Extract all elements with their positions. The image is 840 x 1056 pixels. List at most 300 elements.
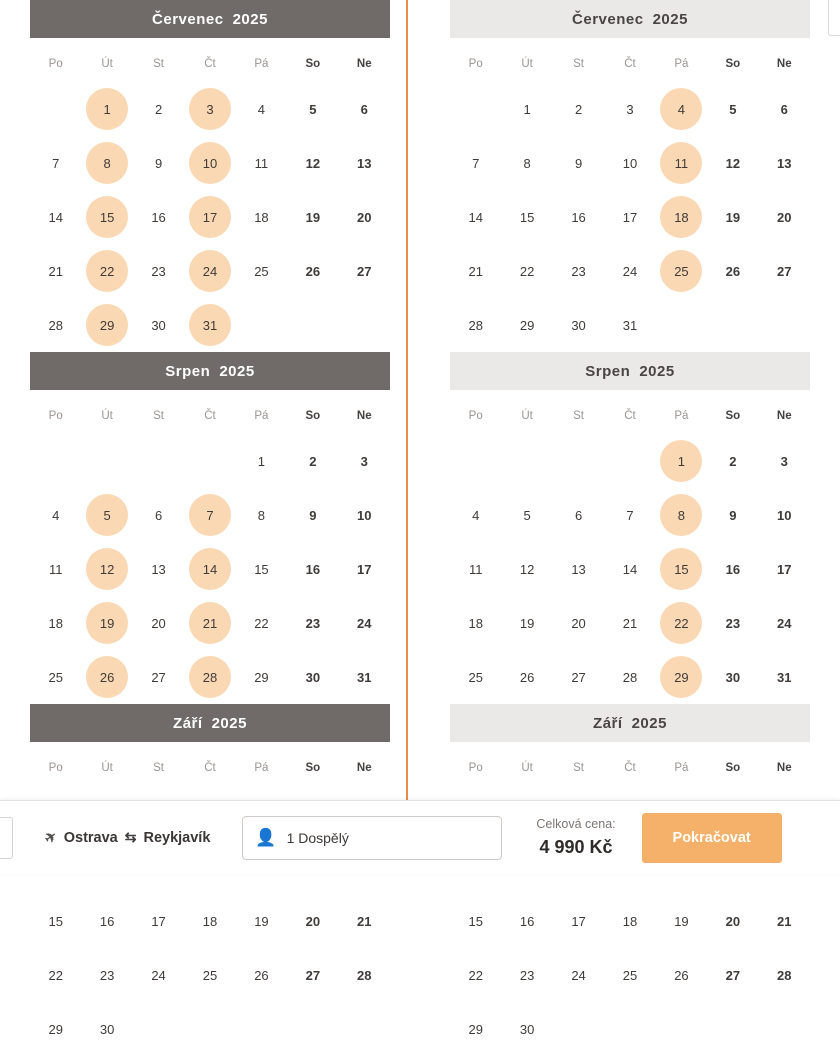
day-cell[interactable] — [236, 894, 287, 948]
day-cell-available[interactable] — [184, 136, 235, 190]
day-cell-available[interactable] — [184, 650, 235, 704]
day-cell-available[interactable] — [184, 596, 235, 650]
day-cell[interactable] — [604, 190, 655, 244]
day-cell[interactable] — [450, 244, 501, 298]
day-number: 24 — [151, 967, 166, 983]
day-number: 13 — [151, 561, 166, 577]
day-number: 10 — [777, 507, 792, 523]
day-number: 20 — [725, 913, 741, 929]
day-cell[interactable] — [339, 542, 390, 596]
day-cell[interactable] — [759, 82, 810, 136]
day-cell[interactable] — [133, 948, 184, 1002]
day-cell-empty — [656, 1002, 707, 1056]
day-number: 23 — [99, 967, 115, 983]
day-cell[interactable] — [287, 948, 338, 1002]
weekday-header-row — [30, 750, 390, 786]
day-number: 30 — [725, 669, 741, 685]
day-number: 7 — [626, 507, 634, 523]
month-name: Srpen — [585, 362, 631, 380]
day-cell[interactable] — [450, 894, 501, 948]
day-number: 11 — [468, 561, 483, 577]
day-cell[interactable] — [501, 488, 552, 542]
month-year: 2025 — [232, 10, 268, 28]
day-cell[interactable] — [501, 894, 552, 948]
day-number: 15 — [519, 209, 535, 225]
day-cell[interactable] — [553, 82, 604, 136]
month-name: Červenec — [572, 10, 644, 28]
day-cell[interactable] — [339, 596, 390, 650]
day-cell-available[interactable] — [81, 488, 132, 542]
day-number: 20 — [357, 209, 372, 225]
day-cell[interactable] — [339, 82, 390, 136]
day-cell-empty — [553, 1002, 604, 1056]
day-number: 18 — [622, 913, 638, 929]
day-cell[interactable] — [450, 542, 501, 596]
weekday-header-row — [450, 46, 810, 82]
day-number: 15 — [86, 196, 128, 238]
day-cell[interactable] — [604, 82, 655, 136]
day-cell[interactable] — [501, 190, 552, 244]
day-cell[interactable] — [236, 82, 287, 136]
weekday-label: Čt — [204, 410, 216, 422]
month-year: 2025 — [639, 362, 675, 380]
day-cell[interactable] — [553, 650, 604, 704]
day-cell[interactable] — [236, 434, 287, 488]
day-number: 30 — [519, 1021, 535, 1037]
total-price-label: Celková cena: — [536, 816, 616, 831]
day-cell[interactable] — [553, 596, 604, 650]
day-cell[interactable] — [501, 948, 552, 1002]
weekday-label: Út — [101, 762, 113, 774]
week-row — [450, 298, 810, 352]
day-cell[interactable] — [133, 190, 184, 244]
day-number: 6 — [360, 101, 368, 117]
day-cell-available[interactable] — [81, 542, 132, 596]
day-cell[interactable] — [501, 82, 552, 136]
day-number: 19 — [254, 913, 269, 929]
day-number: 20 — [571, 615, 586, 631]
day-number: 2 — [574, 101, 583, 117]
day-cell[interactable] — [133, 136, 184, 190]
day-cell[interactable] — [604, 542, 655, 596]
day-cell-available[interactable] — [184, 82, 235, 136]
day-cell[interactable] — [236, 244, 287, 298]
day-number: 24 — [622, 263, 638, 279]
day-cell[interactable] — [450, 650, 501, 704]
day-number: 16 — [519, 913, 535, 929]
weekday-label: Ne — [356, 762, 372, 774]
day-number: 25 — [254, 263, 269, 279]
day-cell[interactable] — [707, 948, 758, 1002]
weekday-label: Po — [48, 410, 63, 422]
day-cell-available[interactable] — [81, 190, 132, 244]
weekday-label: Ne — [356, 410, 372, 422]
continue-button[interactable]: Pokračovat — [642, 813, 782, 863]
weekday-label: Po — [468, 762, 483, 774]
day-cell[interactable] — [707, 82, 758, 136]
day-cell[interactable] — [133, 596, 184, 650]
month-year: 2025 — [652, 10, 688, 28]
day-cell[interactable] — [30, 298, 81, 352]
weekday-label: So — [725, 410, 741, 422]
weekday-label: St — [573, 762, 584, 774]
route-summary[interactable] — [41, 827, 211, 848]
week-row — [450, 948, 810, 1002]
day-cell[interactable] — [236, 650, 287, 704]
day-cell-available[interactable] — [656, 650, 707, 704]
day-cell[interactable] — [184, 948, 235, 1002]
day-number: 31 — [357, 669, 372, 685]
day-cell[interactable] — [30, 1002, 81, 1056]
route-destination: Reykjavík — [143, 829, 211, 846]
bottom-summary-bar — [0, 800, 840, 874]
day-cell-empty — [30, 434, 81, 488]
day-cell[interactable] — [707, 650, 758, 704]
day-cell[interactable] — [236, 488, 287, 542]
day-number: 25 — [660, 250, 702, 292]
day-cell[interactable] — [339, 190, 390, 244]
day-cell[interactable] — [707, 434, 758, 488]
day-cell[interactable] — [30, 894, 81, 948]
day-cell[interactable] — [604, 650, 655, 704]
day-cell[interactable] — [656, 894, 707, 948]
plane-icon: ✈ — [41, 827, 60, 848]
day-cell[interactable] — [133, 894, 184, 948]
day-cell[interactable] — [604, 244, 655, 298]
day-number: 2 — [154, 101, 163, 117]
day-cell[interactable] — [501, 542, 552, 596]
day-number: 4 — [52, 507, 60, 523]
day-cell[interactable] — [236, 542, 287, 596]
day-cell-empty — [707, 1002, 758, 1056]
day-number: 11 — [48, 561, 63, 577]
day-cell-available[interactable] — [656, 596, 707, 650]
day-cell[interactable] — [604, 298, 655, 352]
day-cell[interactable] — [707, 596, 758, 650]
day-cell-available[interactable] — [656, 488, 707, 542]
day-number: 14 — [468, 209, 483, 225]
day-cell[interactable] — [501, 650, 552, 704]
day-cell-available[interactable] — [184, 542, 235, 596]
day-number: 12 — [519, 561, 535, 577]
day-number: 19 — [305, 209, 321, 225]
day-cell-available[interactable] — [656, 542, 707, 596]
day-number: 19 — [674, 913, 689, 929]
day-cell[interactable] — [553, 488, 604, 542]
day-number: 27 — [571, 669, 586, 685]
weekday-label: St — [153, 58, 164, 70]
weekday-label: Čt — [624, 410, 636, 422]
month-block — [30, 704, 390, 1056]
day-number: 27 — [725, 967, 741, 983]
day-cell[interactable] — [450, 596, 501, 650]
month-name: Září — [593, 714, 623, 732]
day-cell-empty — [287, 298, 338, 352]
day-cell[interactable] — [450, 298, 501, 352]
day-cell[interactable] — [30, 244, 81, 298]
day-number: 20 — [777, 209, 792, 225]
day-cell[interactable] — [339, 650, 390, 704]
day-cell[interactable] — [759, 948, 810, 1002]
day-number: 6 — [780, 101, 788, 117]
day-number: 9 — [309, 507, 317, 523]
day-number: 28 — [777, 967, 792, 983]
day-cell[interactable] — [133, 650, 184, 704]
day-cell-available[interactable] — [656, 244, 707, 298]
day-number: 15 — [468, 913, 483, 929]
day-cell-empty — [287, 1002, 338, 1056]
swap-arrows-icon: ⇆ — [124, 829, 137, 845]
day-cell[interactable] — [133, 244, 184, 298]
day-cell[interactable] — [287, 650, 338, 704]
day-cell-available[interactable] — [81, 298, 132, 352]
day-cell[interactable] — [30, 650, 81, 704]
day-number: 8 — [523, 155, 531, 171]
day-number: 16 — [571, 209, 586, 225]
day-cell[interactable] — [656, 948, 707, 1002]
day-cell[interactable] — [287, 542, 338, 596]
day-number: 9 — [729, 507, 737, 523]
day-number: 28 — [357, 967, 372, 983]
month-title — [30, 704, 390, 742]
day-cell[interactable] — [759, 244, 810, 298]
day-number: 2 — [729, 453, 737, 469]
day-cell[interactable] — [759, 894, 810, 948]
day-cell[interactable] — [30, 136, 81, 190]
day-cell[interactable] — [553, 244, 604, 298]
day-cell-available[interactable] — [81, 244, 132, 298]
day-number: 30 — [305, 669, 321, 685]
day-cell[interactable] — [604, 488, 655, 542]
day-cell-available[interactable] — [184, 244, 235, 298]
day-cell[interactable] — [759, 596, 810, 650]
day-cell[interactable] — [759, 650, 810, 704]
day-cell[interactable] — [339, 948, 390, 1002]
day-cell[interactable] — [450, 136, 501, 190]
day-number: 16 — [725, 561, 741, 577]
day-number: 19 — [519, 615, 535, 631]
day-cell[interactable] — [339, 894, 390, 948]
day-cell-available[interactable] — [656, 434, 707, 488]
day-cell-available[interactable] — [656, 136, 707, 190]
day-number: 16 — [151, 209, 166, 225]
weekday-label: Út — [101, 410, 113, 422]
month-title — [450, 704, 810, 742]
day-number: 27 — [151, 669, 166, 685]
day-number: 5 — [309, 101, 317, 117]
day-cell-empty — [450, 434, 501, 488]
day-cell[interactable] — [553, 542, 604, 596]
passenger-selector[interactable] — [242, 816, 502, 860]
weekday-label: Út — [101, 58, 113, 70]
day-cell-empty — [184, 434, 235, 488]
day-cell-empty — [656, 298, 707, 352]
weekday-label: Ne — [776, 58, 792, 70]
day-cell[interactable] — [339, 244, 390, 298]
day-number: 6 — [574, 507, 583, 523]
day-cell[interactable] — [287, 136, 338, 190]
day-cell[interactable] — [553, 190, 604, 244]
day-cell-empty — [236, 298, 287, 352]
day-cell-available[interactable] — [81, 596, 132, 650]
week-row — [30, 298, 390, 352]
day-cell[interactable] — [287, 596, 338, 650]
month-year: 2025 — [211, 714, 247, 732]
column-divider — [406, 0, 408, 800]
day-number: 7 — [472, 155, 480, 171]
day-cell-available[interactable] — [184, 298, 235, 352]
day-number: 13 — [777, 155, 792, 171]
day-cell[interactable] — [450, 190, 501, 244]
day-number: 22 — [519, 263, 535, 279]
day-number: 1 — [257, 453, 266, 469]
day-number: 21 — [48, 263, 63, 279]
day-cell[interactable] — [30, 488, 81, 542]
day-number: 27 — [777, 263, 792, 279]
day-cell[interactable] — [133, 82, 184, 136]
day-cell[interactable] — [236, 596, 287, 650]
day-number: 12 — [305, 155, 321, 171]
day-cell[interactable] — [30, 542, 81, 596]
day-cell[interactable] — [604, 596, 655, 650]
day-number: 3 — [626, 101, 634, 117]
day-cell[interactable] — [339, 488, 390, 542]
day-cell-available[interactable] — [184, 190, 235, 244]
day-cell-available[interactable] — [81, 82, 132, 136]
day-number: 17 — [777, 561, 792, 577]
day-cell[interactable] — [707, 894, 758, 948]
day-cell-available[interactable] — [81, 650, 132, 704]
day-number: 9 — [154, 155, 163, 171]
day-cell-available[interactable] — [656, 190, 707, 244]
day-cell-available[interactable] — [184, 488, 235, 542]
day-cell[interactable] — [553, 298, 604, 352]
week-row — [30, 244, 390, 298]
day-number: 5 — [523, 507, 531, 523]
day-number: 25 — [622, 967, 638, 983]
day-cell[interactable] — [553, 136, 604, 190]
day-cell[interactable] — [236, 136, 287, 190]
day-cell[interactable] — [553, 948, 604, 1002]
day-cell-empty — [236, 1002, 287, 1056]
day-cell[interactable] — [759, 434, 810, 488]
day-cell[interactable] — [184, 894, 235, 948]
day-cell[interactable] — [501, 596, 552, 650]
weekday-label: Čt — [204, 58, 216, 70]
day-number: 1 — [523, 101, 531, 117]
week-row — [450, 82, 810, 136]
day-cell[interactable] — [133, 542, 184, 596]
day-cell[interactable] — [287, 434, 338, 488]
day-number: 10 — [622, 155, 638, 171]
day-cell[interactable] — [30, 596, 81, 650]
day-cell[interactable] — [339, 136, 390, 190]
day-number: 26 — [725, 263, 741, 279]
day-cell[interactable] — [287, 244, 338, 298]
weekday-label: Čt — [204, 762, 216, 774]
week-row — [450, 596, 810, 650]
day-number: 23 — [725, 615, 741, 631]
day-number: 22 — [48, 967, 63, 983]
day-number: 31 — [189, 304, 231, 346]
day-cell[interactable] — [553, 894, 604, 948]
day-cell[interactable] — [604, 948, 655, 1002]
day-number: 29 — [86, 304, 128, 346]
week-row — [450, 894, 810, 948]
day-cell[interactable] — [339, 434, 390, 488]
day-cell[interactable] — [759, 542, 810, 596]
total-price — [536, 817, 615, 858]
weekday-label: So — [305, 58, 321, 70]
day-cell[interactable] — [707, 488, 758, 542]
day-number: 13 — [357, 155, 372, 171]
day-cell-empty — [707, 298, 758, 352]
day-cell-empty — [604, 1002, 655, 1056]
day-cell[interactable] — [604, 136, 655, 190]
day-cell[interactable] — [450, 948, 501, 1002]
day-cell[interactable] — [236, 948, 287, 1002]
month-year: 2025 — [631, 714, 667, 732]
day-number: 2 — [309, 453, 317, 469]
day-number: 6 — [154, 507, 163, 523]
week-row — [30, 488, 390, 542]
day-number: 14 — [189, 548, 231, 590]
left-edge-control[interactable] — [0, 817, 13, 859]
day-number: 18 — [254, 209, 269, 225]
day-cell[interactable] — [707, 244, 758, 298]
day-cell[interactable] — [707, 542, 758, 596]
day-cell[interactable] — [81, 1002, 132, 1056]
day-cell[interactable] — [30, 948, 81, 1002]
day-cell[interactable] — [236, 190, 287, 244]
day-cell[interactable] — [759, 190, 810, 244]
day-cell[interactable] — [81, 948, 132, 1002]
weekday-label: Pá — [254, 762, 269, 774]
day-cell[interactable] — [30, 190, 81, 244]
day-cell[interactable] — [287, 894, 338, 948]
day-cell[interactable] — [501, 1002, 552, 1056]
day-cell[interactable] — [133, 298, 184, 352]
day-cell[interactable] — [287, 82, 338, 136]
day-cell[interactable] — [287, 190, 338, 244]
day-cell[interactable] — [450, 488, 501, 542]
day-cell[interactable] — [707, 190, 758, 244]
day-cell[interactable] — [287, 488, 338, 542]
day-cell-empty — [133, 434, 184, 488]
month-block — [450, 704, 810, 1056]
day-cell[interactable] — [759, 136, 810, 190]
day-number: 11 — [660, 142, 702, 184]
day-number: 27 — [357, 263, 372, 279]
day-cell[interactable] — [81, 894, 132, 948]
day-number: 3 — [360, 453, 368, 469]
day-number: 21 — [622, 615, 638, 631]
day-cell[interactable] — [759, 488, 810, 542]
day-cell[interactable] — [604, 894, 655, 948]
day-number: 17 — [622, 209, 638, 225]
day-cell[interactable] — [707, 136, 758, 190]
day-cell[interactable] — [501, 298, 552, 352]
day-cell-available[interactable] — [81, 136, 132, 190]
day-cell[interactable] — [501, 136, 552, 190]
week-row — [450, 1002, 810, 1056]
day-cell[interactable] — [501, 244, 552, 298]
day-number: 11 — [254, 155, 269, 171]
day-cell-available[interactable] — [656, 82, 707, 136]
day-number: 18 — [48, 615, 63, 631]
day-cell[interactable] — [133, 488, 184, 542]
day-cell[interactable] — [450, 1002, 501, 1056]
